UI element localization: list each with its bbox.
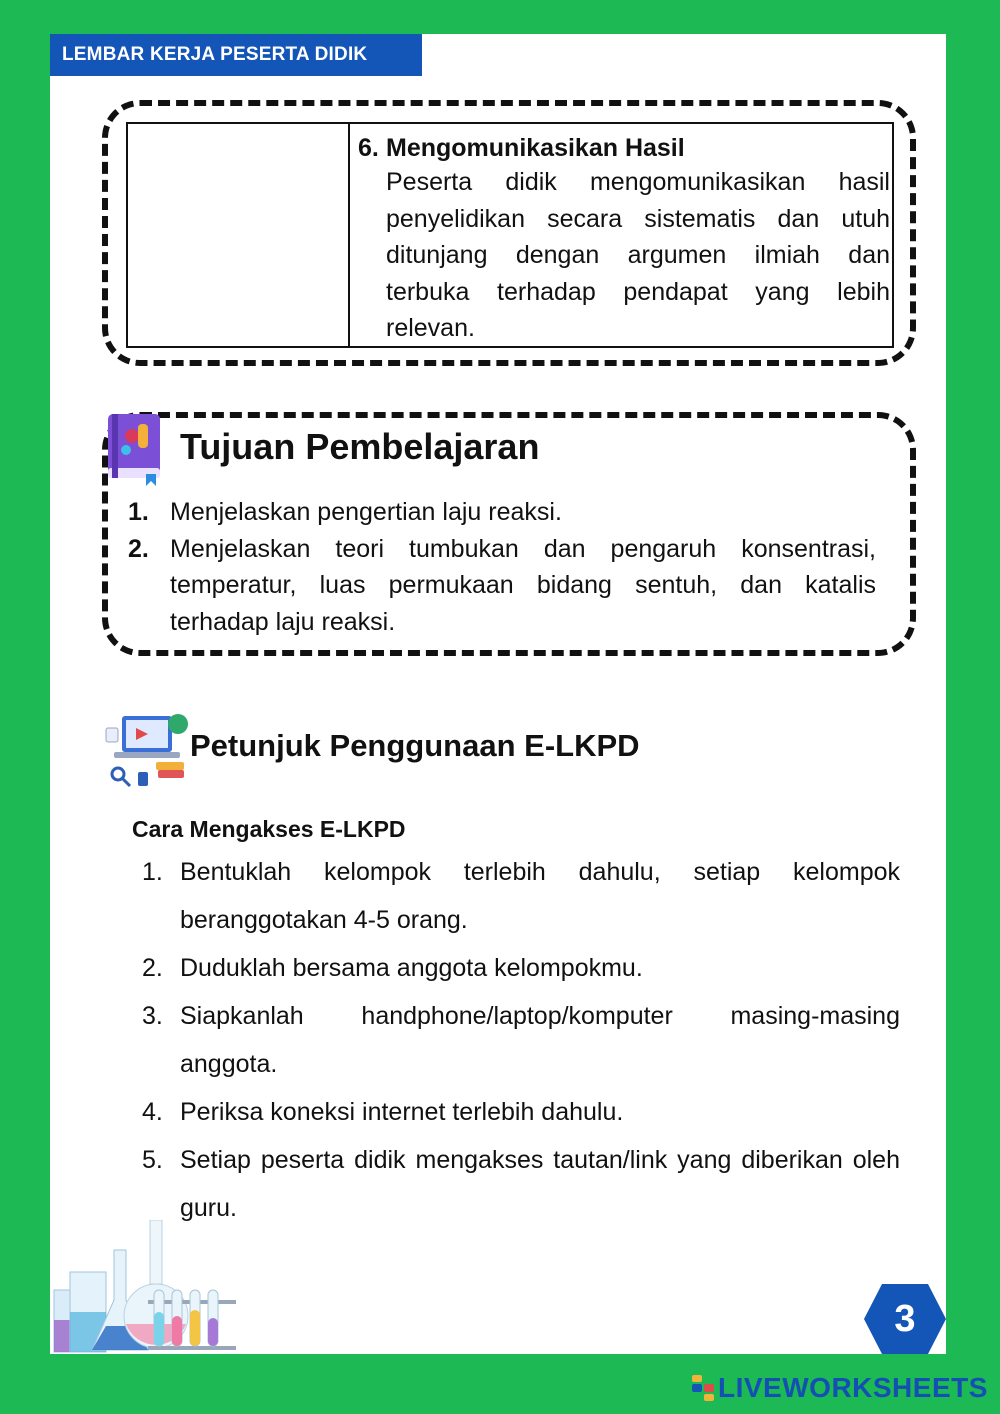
page-number: 3 [894,1298,916,1340]
list-item-number: 2. [128,534,149,563]
list-item-number: 2. [142,954,163,982]
laptop-icon [102,706,194,796]
liveworksheets-logo[interactable] [692,1370,988,1406]
list-item-number: 1. [128,498,149,526]
list-item-text: Menjelaskan pengertian laju reaksi. [170,498,562,526]
list-item [142,944,900,992]
list-item [142,848,900,944]
guide-title: Petunjuk Penggunaan E-LKPD [190,728,640,763]
liveworksheets-text: LIVEWORKSHEETS [718,1372,988,1403]
list-item-number: 3. [142,1002,163,1030]
guide-subtitle: Cara Mengakses E-LKPD [132,816,406,842]
objectives-list [128,494,876,640]
list-item-text: Duduklah bersama anggota kelompokmu. [180,954,643,982]
step-table-right-cell [350,124,892,346]
step-table-left-cell [128,124,350,346]
list-item-text: Bentuklah kelompok terlebih dahulu, setiap kelompok beranggotakan 4-5 orang. [180,858,900,934]
book-icon [102,410,168,486]
list-item-number: 5. [142,1146,163,1174]
list-item-text: Siapkanlah handphone/laptop/komputer masing-masing anggota. [180,1002,900,1078]
liveworksheets-grid-icon [692,1375,714,1401]
guide-list [142,848,900,1232]
list-item-number: 1. [142,858,163,886]
list-item [142,992,900,1088]
step-description: Peserta didik mengomunikasikan hasil penyelidikan secara sistematis dan utuh ditunjang dengan argumen ilmiah dan terbuka terhadap pendapat yang lebih relevan. [386,168,890,342]
step-number: 6. [358,134,379,162]
list-item-number: 4. [142,1098,163,1126]
list-item-text: Periksa koneksi internet terlebih dahulu. [180,1098,624,1126]
step-table [126,122,894,348]
objectives-title: Tujuan Pembelajaran [180,426,540,467]
header-band: LEMBAR KERJA PESERTA DIDIK [50,34,422,76]
list-item-text: Menjelaskan teori tumbukan dan pengaruh konsentrasi, temperatur, luas permukaan bidang sentuh, dan katalis terhadap laju reaksi. [170,534,876,636]
list-item [128,494,876,531]
list-item-text: Setiap peserta didik mengakses tautan/link yang diberikan oleh guru. [180,1146,900,1222]
step-heading [358,132,892,164]
list-item [142,1136,900,1232]
list-item [128,531,876,641]
worksheet-page [50,34,946,1354]
list-item [142,1088,900,1136]
step-title: Mengomunikasikan Hasil [386,134,685,162]
lab-glassware-illustration [50,1220,246,1354]
